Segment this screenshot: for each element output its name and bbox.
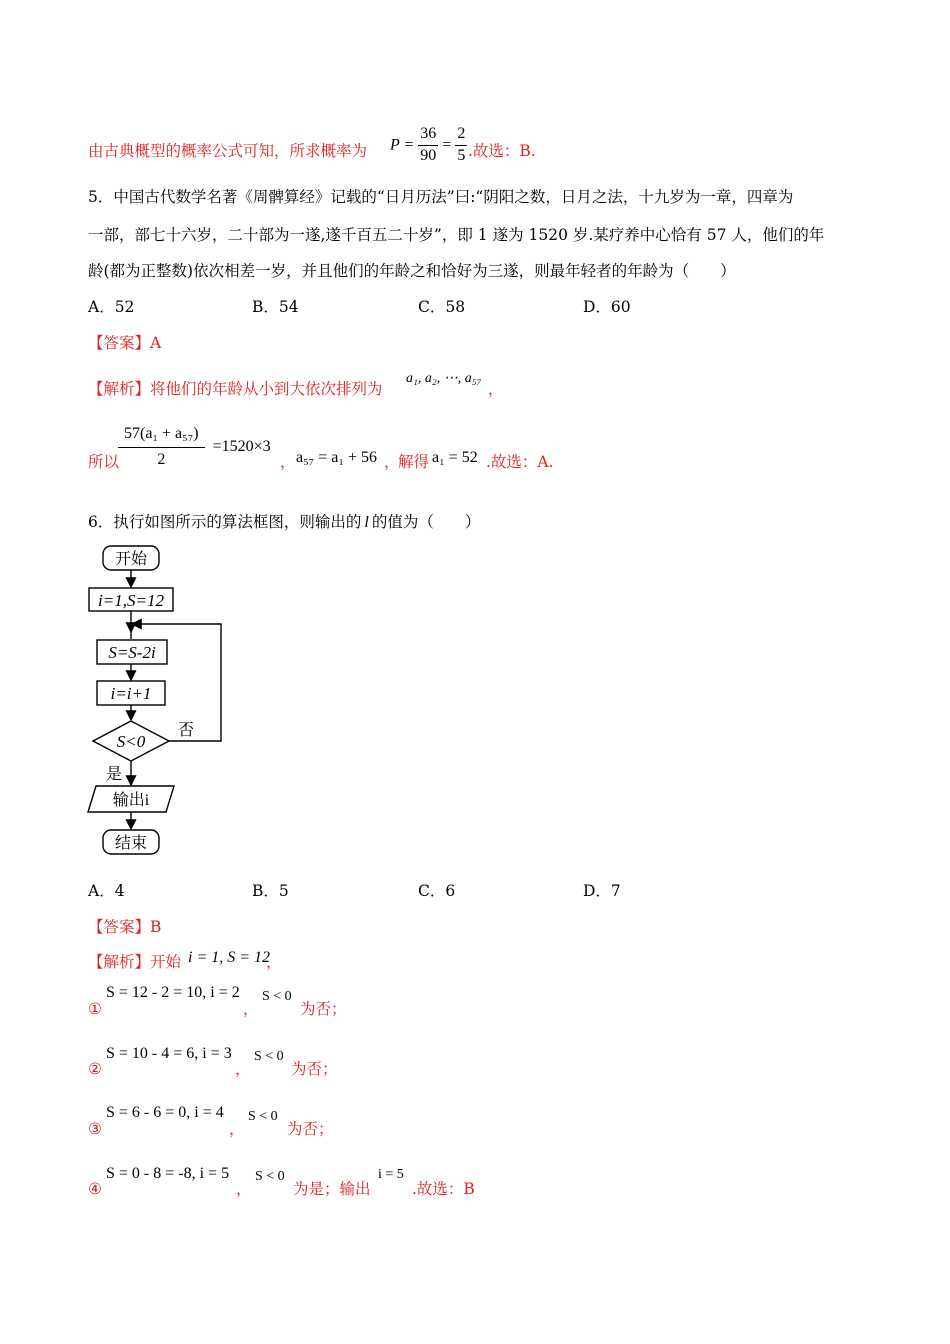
- q5-so: 所以: [88, 453, 120, 471]
- q4-frac-2: [455, 126, 467, 165]
- flow-loop-arrow: [132, 624, 221, 741]
- q6-analysis-eq: i = 1, S = 12: [188, 949, 271, 966]
- flow-no-label: 否: [177, 722, 195, 739]
- q6-step-2-mark: ②: [88, 1060, 102, 1078]
- q5-stem-line-3: 龄(都为正整数)依次相差一岁，并且他们的年龄之和恰好为三遂，则最年轻者的年龄为（ ）: [88, 262, 736, 280]
- q6-final-tail: .故选：B: [412, 1180, 475, 1198]
- q5-sum-rhs: =1520×3: [212, 438, 271, 456]
- flow-step1-text: S=S-2i: [108, 643, 156, 662]
- q4-frac-2-den: 5: [457, 146, 466, 164]
- q6-step-2-sep: ，: [235, 1060, 251, 1078]
- q5-stem-line-1: 5．中国古代数学名著《周髀算经》记载的“日月历法”曰:“阴阳之数，日月之法，十九岁为一章，四章为: [88, 188, 794, 206]
- flow-step2-text: i=i+1: [110, 684, 152, 703]
- q6-step-4-cond: S < 0: [255, 1169, 285, 1184]
- q6-step-2-res: 为否；: [291, 1060, 338, 1078]
- q6-step-1-eq: S = 12 - 2 = 10, i = 2: [106, 984, 240, 1001]
- q6-option-d: D．7: [583, 882, 621, 900]
- q6-final-eq: i = 5: [378, 1167, 404, 1182]
- q6-step-3-eq: S = 6 - 6 = 0, i = 4: [106, 1104, 224, 1121]
- q5-choose: .故选：A.: [486, 453, 554, 471]
- q4-eq-mid: =: [442, 136, 452, 154]
- q4-choose: .故选：B.: [468, 142, 536, 160]
- q6-stem: [88, 515, 480, 531]
- flow-output-text: 输出i: [112, 792, 150, 809]
- q6-step-4-mark: ④: [88, 1180, 102, 1198]
- q5-sequence: a₁, a₂, ⋯, a₅₇: [406, 371, 482, 386]
- q5-sum-formula: [118, 426, 271, 469]
- q6-option-c: C．6: [418, 882, 456, 900]
- q6-answer: 【答案】B: [88, 918, 162, 936]
- q6-option-b: B．5: [252, 882, 289, 900]
- q5-sum-den: 2: [157, 450, 166, 468]
- q6-stem-post: 的值为（ ）: [371, 513, 481, 531]
- q4-conclusion-text: 由古典概型的概率公式可知，所求概率为: [88, 142, 368, 160]
- q5-comma-2: ，: [280, 453, 296, 471]
- q5-option-a: A．52: [88, 298, 135, 316]
- flow-cond-text: S<0: [116, 732, 146, 751]
- q5-analysis-label: 【解析】将他们的年龄从小到大依次排列为: [88, 380, 383, 398]
- q5-eq-3: a₁ = 52: [432, 449, 478, 466]
- flow-init-text: i=1,S=12: [98, 591, 164, 610]
- q6-step-3-sep: ，: [229, 1120, 245, 1138]
- q5-sum-num: 57(a₁ + a₅₇): [118, 426, 205, 448]
- q5-option-b: B．54: [252, 298, 299, 316]
- q6-analysis-comma: ，: [266, 953, 282, 971]
- q5-eq-2: a₅₇ = a₁ + 56: [296, 449, 377, 466]
- flow-yes-label: 是: [105, 766, 123, 783]
- q5-answer: 【答案】A: [88, 334, 162, 352]
- q6-stem-var: l: [364, 514, 369, 531]
- q5-comma: ，: [488, 380, 504, 398]
- q6-step-1-sep: ，: [243, 1000, 259, 1018]
- q4-frac-1-den: 90: [420, 146, 437, 164]
- q4-frac-1-num: 36: [418, 126, 438, 146]
- q5-sum-frac: [118, 426, 205, 469]
- q6-step-3-res: 为否；: [287, 1120, 334, 1138]
- q6-step-2-eq: S = 10 - 4 = 6, i = 3: [106, 1045, 232, 1062]
- flow-start-text: 开始: [114, 551, 148, 568]
- q6-flowchart: [80, 540, 320, 860]
- q6-step-4-eq: S = 0 - 8 = -8, i = 5: [106, 1165, 230, 1182]
- q5-stem-line-2: 一部，部七十六岁，二十部为一遂,遂千百五二十岁”，即 1 遂为 1520 岁.某疗养中心恰有 57 人，他们的年: [88, 226, 825, 244]
- q4-frac-1: [418, 126, 438, 165]
- q5-option-d: D．60: [583, 298, 631, 316]
- q6-step-3-mark: ③: [88, 1120, 102, 1138]
- q6-stem-pre: 6．执行如图所示的算法框图，则输出的: [88, 513, 362, 531]
- q4-frac-2-num: 2: [455, 126, 467, 146]
- q6-step-4-sep: ，: [236, 1180, 252, 1198]
- q6-step-2-cond: S < 0: [254, 1049, 284, 1064]
- q4-eq-lhs: P =: [390, 136, 415, 154]
- q6-step-1-res: 为否；: [300, 1000, 347, 1018]
- q6-step-1-cond: S < 0: [262, 989, 292, 1004]
- q5-solve: 解得: [398, 453, 430, 471]
- q5-option-c: C．58: [418, 298, 466, 316]
- q6-step-4-res: 为是；输出: [293, 1180, 371, 1198]
- q4-probability-formula: [390, 126, 467, 165]
- q6-analysis-label: 【解析】开始: [88, 953, 182, 971]
- flow-end-text: 结束: [114, 835, 148, 852]
- q5-comma-3: ，: [384, 453, 400, 471]
- q4-conclusion: [88, 144, 367, 160]
- q6-step-1-mark: ①: [88, 1000, 102, 1018]
- q6-option-a: A．4: [88, 882, 125, 900]
- q6-step-3-cond: S < 0: [248, 1109, 278, 1124]
